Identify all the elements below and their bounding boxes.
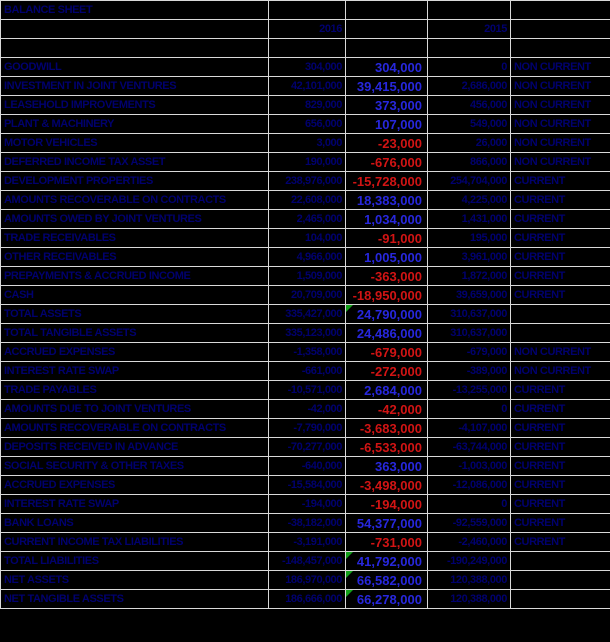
table-row <box>1 248 610 267</box>
table-row <box>1 400 610 419</box>
row-category-cell[interactable]: NON CURRENT <box>511 77 610 96</box>
row-current-year-cell[interactable]: 186,666,000 <box>269 590 346 609</box>
row-category-cell[interactable]: NON CURRENT <box>511 115 610 134</box>
row-current-year-cell[interactable]: -1,358,000 <box>269 343 346 362</box>
empty-cell[interactable] <box>346 20 428 39</box>
row-current-year-cell[interactable]: -194,000 <box>269 495 346 514</box>
row-category-cell[interactable]: CURRENT <box>511 514 610 533</box>
row-current-year-cell[interactable]: 2,465,000 <box>269 210 346 229</box>
row-delta-cell[interactable]: -6,533,000 <box>346 438 428 457</box>
table-row <box>1 134 610 153</box>
row-label-cell[interactable]: DEFERRED INCOME TAX ASSET <box>1 153 269 172</box>
row-label-cell[interactable]: AMOUNTS DUE TO JOINT VENTURES <box>1 400 269 419</box>
row-category-cell[interactable]: CURRENT <box>511 419 610 438</box>
row-prior-year-cell[interactable]: 310,637,000 <box>428 305 511 324</box>
row-current-year-cell[interactable]: 1,509,000 <box>269 267 346 286</box>
row-category-cell[interactable] <box>511 571 610 590</box>
row-prior-year-cell[interactable]: 0 <box>428 400 511 419</box>
row-delta-cell[interactable]: 66,278,000 <box>346 590 428 609</box>
row-current-year-cell[interactable]: -3,191,000 <box>269 533 346 552</box>
table-row <box>1 590 610 609</box>
row-delta-cell[interactable]: 1,034,000 <box>346 210 428 229</box>
row-prior-year-cell[interactable]: -12,086,000 <box>428 476 511 495</box>
row-label-cell[interactable]: GOODWILL <box>1 58 269 77</box>
row-label-cell[interactable]: NET ASSETS <box>1 571 269 590</box>
row-prior-year-cell[interactable]: 866,000 <box>428 153 511 172</box>
row-prior-year-cell[interactable]: 310,637,000 <box>428 324 511 343</box>
row-prior-year-cell[interactable]: 1,431,000 <box>428 210 511 229</box>
row-label-cell[interactable]: LEASEHOLD IMPROVEMENTS <box>1 96 269 115</box>
row-delta-cell[interactable]: 1,005,000 <box>346 248 428 267</box>
row-category-cell[interactable]: CURRENT <box>511 286 610 305</box>
row-current-year-cell[interactable]: 104,000 <box>269 229 346 248</box>
row-prior-year-cell[interactable]: -190,249,000 <box>428 552 511 571</box>
row-category-cell[interactable]: CURRENT <box>511 267 610 286</box>
row-prior-year-cell[interactable]: -1,003,000 <box>428 457 511 476</box>
row-delta-cell[interactable]: -91,000 <box>346 229 428 248</box>
row-current-year-cell[interactable]: -640,000 <box>269 457 346 476</box>
table-row <box>1 77 610 96</box>
table-row <box>1 362 610 381</box>
row-delta-cell[interactable]: -679,000 <box>346 343 428 362</box>
table-row <box>1 191 610 210</box>
table-row <box>1 552 610 571</box>
table-row <box>1 96 610 115</box>
row-label-cell[interactable]: AMOUNTS RECOVERABLE ON CONTRACTS <box>1 419 269 438</box>
table-row <box>1 457 610 476</box>
row-prior-year-cell[interactable]: 26,000 <box>428 134 511 153</box>
row-category-cell[interactable]: NON CURRENT <box>511 96 610 115</box>
row-label-cell[interactable]: TRADE RECEIVABLES <box>1 229 269 248</box>
row-category-cell[interactable]: NON CURRENT <box>511 362 610 381</box>
row-category-cell[interactable]: NON CURRENT <box>511 153 610 172</box>
year-header-row <box>1 20 610 39</box>
row-category-cell[interactable]: CURRENT <box>511 438 610 457</box>
row-label-cell[interactable]: INVESTMENT IN JOINT VENTURES <box>1 77 269 96</box>
table-row <box>1 267 610 286</box>
row-current-year-cell[interactable]: -148,457,000 <box>269 552 346 571</box>
row-current-year-cell[interactable]: -38,182,000 <box>269 514 346 533</box>
row-prior-year-cell[interactable]: -2,460,000 <box>428 533 511 552</box>
year-left-cell[interactable]: 2016 <box>269 20 346 39</box>
row-prior-year-cell[interactable]: 0 <box>428 58 511 77</box>
empty-cell[interactable] <box>511 39 610 58</box>
empty-cell[interactable] <box>269 39 346 58</box>
row-delta-cell[interactable]: 18,383,000 <box>346 191 428 210</box>
row-label-cell[interactable]: INTEREST RATE SWAP <box>1 495 269 514</box>
row-current-year-cell[interactable]: 3,000 <box>269 134 346 153</box>
row-category-cell[interactable]: CURRENT <box>511 533 610 552</box>
row-delta-cell[interactable]: 304,000 <box>346 58 428 77</box>
row-current-year-cell[interactable]: 190,000 <box>269 153 346 172</box>
row-label-cell[interactable]: CURRENT INCOME TAX LIABILITIES <box>1 533 269 552</box>
spacer-row <box>1 39 610 58</box>
table-row <box>1 286 610 305</box>
row-delta-cell[interactable]: 373,000 <box>346 96 428 115</box>
row-label-cell[interactable]: TOTAL LIABILITIES <box>1 552 269 571</box>
row-label-cell[interactable]: TRADE PAYABLES <box>1 381 269 400</box>
row-prior-year-cell[interactable]: 120,388,000 <box>428 590 511 609</box>
row-current-year-cell[interactable]: 335,123,000 <box>269 324 346 343</box>
row-delta-cell[interactable]: -363,000 <box>346 267 428 286</box>
row-category-cell[interactable]: CURRENT <box>511 210 610 229</box>
row-delta-cell[interactable]: -272,000 <box>346 362 428 381</box>
row-delta-cell[interactable]: -23,000 <box>346 134 428 153</box>
row-delta-cell[interactable]: 66,582,000 <box>346 571 428 590</box>
table-row <box>1 343 610 362</box>
row-delta-cell[interactable]: -3,498,000 <box>346 476 428 495</box>
row-prior-year-cell[interactable]: 2,686,000 <box>428 77 511 96</box>
row-current-year-cell[interactable]: 829,000 <box>269 96 346 115</box>
row-current-year-cell[interactable]: -70,277,000 <box>269 438 346 457</box>
row-current-year-cell[interactable]: -42,000 <box>269 400 346 419</box>
row-delta-cell[interactable]: -42,000 <box>346 400 428 419</box>
empty-cell[interactable] <box>1 39 269 58</box>
row-prior-year-cell[interactable]: -13,255,000 <box>428 381 511 400</box>
row-label-cell[interactable]: ACCRUED EXPENSES <box>1 343 269 362</box>
row-delta-cell[interactable]: 24,790,000 <box>346 305 428 324</box>
empty-cell[interactable] <box>428 1 511 20</box>
row-current-year-cell[interactable]: 238,976,000 <box>269 172 346 191</box>
row-label-cell[interactable]: DEPOSITS RECEIVED IN ADVANCE <box>1 438 269 457</box>
table-row <box>1 438 610 457</box>
table-row <box>1 533 610 552</box>
row-label-cell[interactable]: CASH <box>1 286 269 305</box>
row-current-year-cell[interactable]: -15,584,000 <box>269 476 346 495</box>
row-label-cell[interactable]: AMOUNTS OWED BY JOINT VENTURES <box>1 210 269 229</box>
table-row <box>1 58 610 77</box>
row-delta-cell[interactable]: -3,683,000 <box>346 419 428 438</box>
row-label-cell[interactable]: BANK LOANS <box>1 514 269 533</box>
comment-flag-icon <box>346 571 353 578</box>
row-prior-year-cell[interactable]: -92,559,000 <box>428 514 511 533</box>
row-prior-year-cell[interactable]: -679,000 <box>428 343 511 362</box>
row-current-year-cell[interactable]: -661,000 <box>269 362 346 381</box>
row-category-cell[interactable]: CURRENT <box>511 229 610 248</box>
row-category-cell[interactable]: NON CURRENT <box>511 343 610 362</box>
table-row <box>1 324 610 343</box>
row-category-cell[interactable]: CURRENT <box>511 381 610 400</box>
row-current-year-cell[interactable]: -10,571,000 <box>269 381 346 400</box>
empty-cell[interactable] <box>511 1 610 20</box>
row-label-cell[interactable]: PREPAYMENTS & ACCRUED INCOME <box>1 267 269 286</box>
row-category-cell[interactable]: NON CURRENT <box>511 134 610 153</box>
row-label-cell[interactable]: OTHER RECEIVABLES <box>1 248 269 267</box>
row-label-cell[interactable]: AMOUNTS RECOVERABLE ON CONTRACTS <box>1 191 269 210</box>
row-prior-year-cell[interactable]: 0 <box>428 495 511 514</box>
row-category-cell[interactable]: CURRENT <box>511 476 610 495</box>
row-category-cell[interactable] <box>511 552 610 571</box>
row-category-cell[interactable]: CURRENT <box>511 191 610 210</box>
table-row <box>1 571 610 590</box>
sheet-title-cell[interactable]: BALANCE SHEET <box>1 1 269 20</box>
row-label-cell[interactable]: INTEREST RATE SWAP <box>1 362 269 381</box>
row-category-cell[interactable] <box>511 305 610 324</box>
row-delta-cell[interactable]: 363,000 <box>346 457 428 476</box>
row-delta-cell[interactable]: -194,000 <box>346 495 428 514</box>
row-delta-cell[interactable]: -18,950,000 <box>346 286 428 305</box>
title-row <box>1 1 610 20</box>
row-current-year-cell[interactable]: 335,427,000 <box>269 305 346 324</box>
row-category-cell[interactable] <box>511 590 610 609</box>
table-row <box>1 115 610 134</box>
table-row <box>1 172 610 191</box>
table-row <box>1 419 610 438</box>
empty-cell[interactable] <box>1 20 269 39</box>
empty-cell[interactable] <box>511 20 610 39</box>
empty-cell[interactable] <box>346 39 428 58</box>
row-category-cell[interactable]: CURRENT <box>511 172 610 191</box>
comment-flag-icon <box>346 590 353 597</box>
table-row <box>1 381 610 400</box>
empty-cell[interactable] <box>428 39 511 58</box>
row-label-cell[interactable]: TOTAL TANGIBLE ASSETS <box>1 324 269 343</box>
row-prior-year-cell[interactable]: -63,744,000 <box>428 438 511 457</box>
row-current-year-cell[interactable]: 42,101,000 <box>269 77 346 96</box>
row-current-year-cell[interactable]: 4,966,000 <box>269 248 346 267</box>
comment-flag-icon <box>346 552 353 559</box>
row-current-year-cell[interactable]: 186,970,000 <box>269 571 346 590</box>
row-category-cell[interactable] <box>511 324 610 343</box>
row-label-cell[interactable]: TOTAL ASSETS <box>1 305 269 324</box>
table-row <box>1 210 610 229</box>
row-label-cell[interactable]: NET TANGIBLE ASSETS <box>1 590 269 609</box>
empty-cell[interactable] <box>346 1 428 20</box>
row-prior-year-cell[interactable]: -389,000 <box>428 362 511 381</box>
row-category-cell[interactable]: CURRENT <box>511 457 610 476</box>
row-delta-cell[interactable]: 54,377,000 <box>346 514 428 533</box>
row-delta-cell[interactable]: 24,486,000 <box>346 324 428 343</box>
row-label-cell[interactable]: DEVELOPMENT PROPERTIES <box>1 172 269 191</box>
table-row <box>1 305 610 324</box>
row-label-cell[interactable]: PLANT & MACHINERY <box>1 115 269 134</box>
row-delta-cell[interactable]: 107,000 <box>346 115 428 134</box>
row-prior-year-cell[interactable]: 1,872,000 <box>428 267 511 286</box>
year-right-cell[interactable]: 2015 <box>428 20 511 39</box>
row-category-cell[interactable]: CURRENT <box>511 248 610 267</box>
row-current-year-cell[interactable]: 22,608,000 <box>269 191 346 210</box>
row-delta-cell[interactable]: 39,415,000 <box>346 77 428 96</box>
row-delta-cell[interactable]: 41,792,000 <box>346 552 428 571</box>
row-current-year-cell[interactable]: 20,709,000 <box>269 286 346 305</box>
row-prior-year-cell[interactable]: 120,388,000 <box>428 571 511 590</box>
row-category-cell[interactable]: CURRENT <box>511 495 610 514</box>
row-delta-cell[interactable]: -731,000 <box>346 533 428 552</box>
row-category-cell[interactable]: CURRENT <box>511 400 610 419</box>
row-current-year-cell[interactable]: -7,790,000 <box>269 419 346 438</box>
row-delta-cell[interactable]: 2,684,000 <box>346 381 428 400</box>
row-current-year-cell[interactable]: 656,000 <box>269 115 346 134</box>
table-row <box>1 476 610 495</box>
row-prior-year-cell[interactable]: 4,225,000 <box>428 191 511 210</box>
row-label-cell[interactable]: MOTOR VEHICLES <box>1 134 269 153</box>
table-row <box>1 514 610 533</box>
row-prior-year-cell[interactable]: 3,961,000 <box>428 248 511 267</box>
row-prior-year-cell[interactable]: -4,107,000 <box>428 419 511 438</box>
empty-cell[interactable] <box>269 1 346 20</box>
row-category-cell[interactable]: NON CURRENT <box>511 58 610 77</box>
row-prior-year-cell[interactable]: 549,000 <box>428 115 511 134</box>
table-row <box>1 153 610 172</box>
row-delta-cell[interactable]: -15,728,000 <box>346 172 428 191</box>
row-prior-year-cell[interactable]: 254,704,000 <box>428 172 511 191</box>
table-row <box>1 229 610 248</box>
row-current-year-cell[interactable]: 304,000 <box>269 58 346 77</box>
table-row <box>1 495 610 514</box>
row-label-cell[interactable]: ACCRUED EXPENSES <box>1 476 269 495</box>
row-prior-year-cell[interactable]: 456,000 <box>428 96 511 115</box>
comment-flag-icon <box>346 305 353 312</box>
row-delta-cell[interactable]: -676,000 <box>346 153 428 172</box>
row-prior-year-cell[interactable]: 195,000 <box>428 229 511 248</box>
row-prior-year-cell[interactable]: 39,659,000 <box>428 286 511 305</box>
row-label-cell[interactable]: SOCIAL SECURITY & OTHER TAXES <box>1 457 269 476</box>
